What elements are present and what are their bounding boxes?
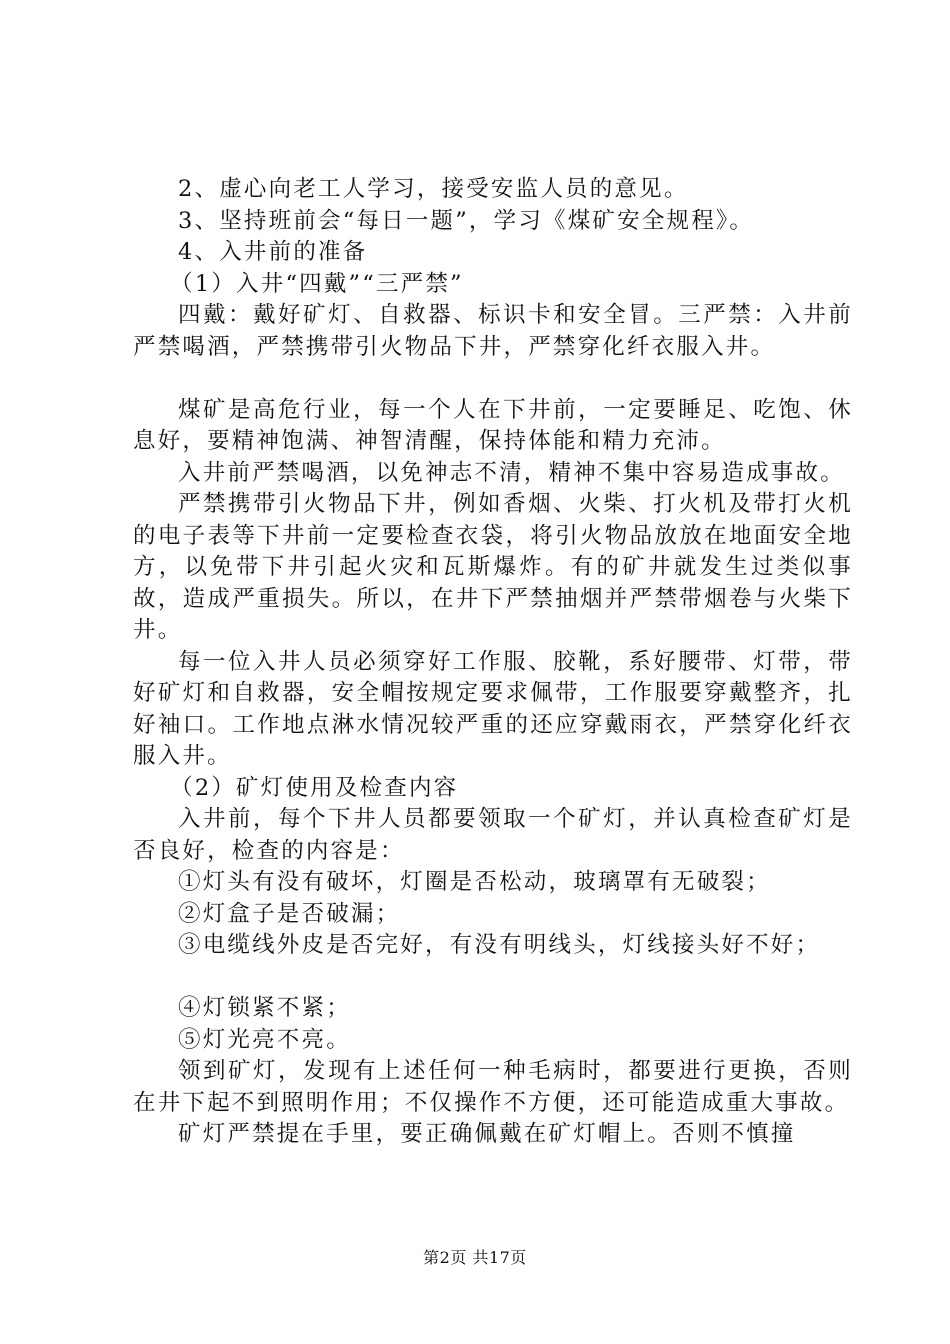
paragraph-work-clothes: 每一位入井人员必须穿好工作服、胶靴，系好腰带、灯带，带好矿灯和自救器，安全帽按规定要求佩带，工作服要穿戴整齐，扎好袖口。工作地点淋水情况较严重的还应穿戴雨衣，严禁穿化纤衣服入井。 bbox=[133, 648, 853, 769]
paragraph-wear-lamp: 矿灯严禁提在手里，要正确佩戴在矿灯帽上。否则不慎撞 bbox=[178, 1121, 796, 1147]
lamp-check-item-3: ③电缆线外皮是否完好，有没有明线头，灯线接头好不好； bbox=[178, 932, 821, 958]
paragraph-lamp-check-intro: 入井前，每个下井人员都要领取一个矿灯，并认真检查矿灯是否良好，检查的内容是： bbox=[133, 806, 853, 864]
list-item-4: 4、入井前的准备 bbox=[178, 239, 368, 265]
section-heading-four-wears: （1）入井“四戴”“三严禁” bbox=[170, 270, 464, 297]
lamp-check-item-1: ①灯头有没有破坏，灯圈是否松动，玻璃罩有无破裂； bbox=[178, 869, 771, 895]
paragraph-four-wears-three-bans: 四戴：戴好矿灯、自救器、标识卡和安全冒。三严禁：入井前严禁喝酒，严禁携带引火物品下井，严禁穿化纤衣服入井。 bbox=[133, 302, 853, 360]
page-number: 第2页 共17页 bbox=[423, 1248, 527, 1267]
section-heading-mine-lamp: （2）矿灯使用及检查内容 bbox=[170, 774, 459, 801]
paragraph-no-drinking: 入井前严禁喝酒，以免神志不清，精神不集中容易造成事故。 bbox=[178, 459, 845, 486]
paragraph-high-risk-industry: 煤矿是高危行业，每一个人在下井前，一定要睡足、吃饱、休息好，要精神饱满、神智清醒，保持体能和精力充沛。 bbox=[133, 396, 853, 454]
blank-line bbox=[133, 363, 853, 395]
lamp-check-item-2: ②灯盒子是否破漏； bbox=[178, 900, 401, 927]
lamp-check-item-4: ④灯锁紧不紧； bbox=[178, 995, 351, 1021]
page-footer bbox=[0, 1245, 950, 1268]
list-item-2: 2、虚心向老工人学习，接受安监人员的意见。 bbox=[178, 176, 689, 202]
paragraph-no-fire-items: 严禁携带引火物品下井，例如香烟、火柴、打火机及带打火机的电子表等下井前一定要检查衣袋，将引火物品放放在地面安全地方，以免带下井引起火灾和瓦斯爆炸。有的矿井就发生过类似事故，造成严重损失。所以，在井下严禁抽烟并严禁带烟卷与火柴下井。 bbox=[133, 491, 853, 643]
paragraph-replace-lamp: 领到矿灯，发现有上述任何一种毛病时，都要进行更换，否则在井下起不到照明作用；不仅操作不方便，还可能造成重大事故。 bbox=[133, 1058, 853, 1116]
blank-line bbox=[133, 962, 853, 994]
lamp-check-item-5: ⑤灯光亮不亮。 bbox=[178, 1026, 351, 1053]
document-body bbox=[133, 174, 853, 1151]
list-item-3: 3、坚持班前会“每日一题”，学习《煤矿安全规程》。 bbox=[178, 207, 755, 234]
